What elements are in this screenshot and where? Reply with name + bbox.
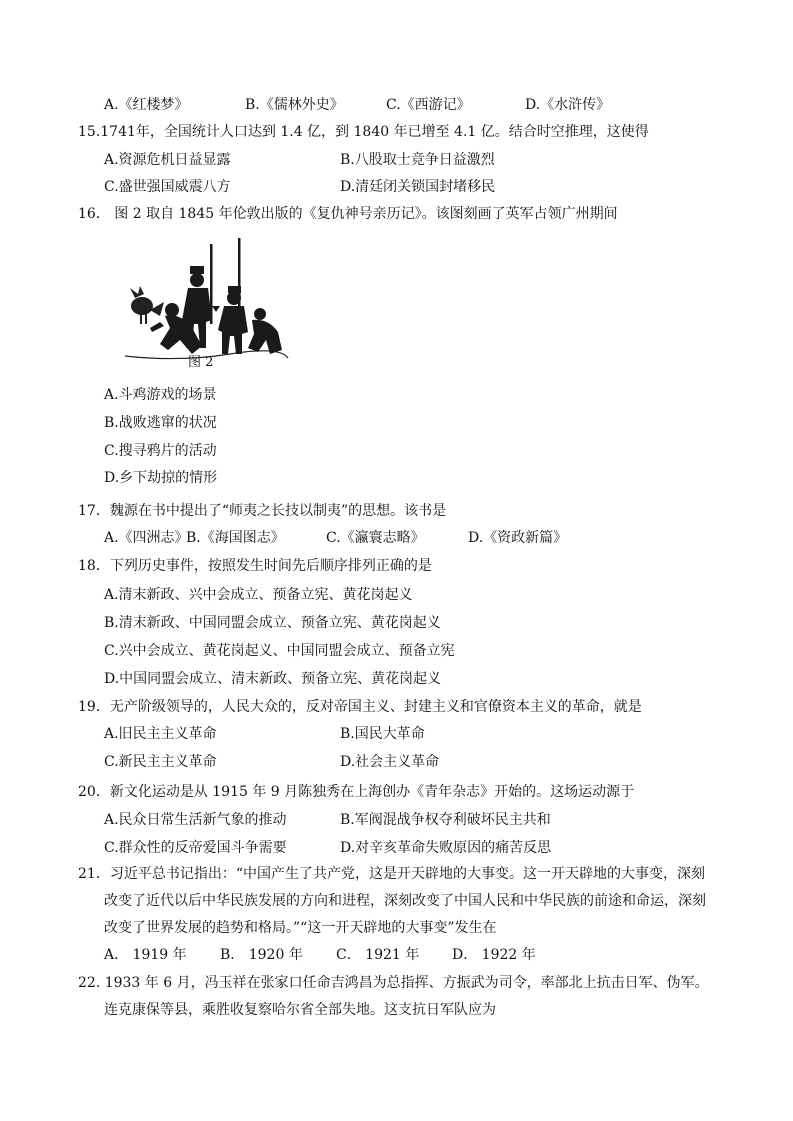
q20-option-b: B.军阀混战争权夺利破坏民主共和 <box>340 812 551 828</box>
q22-stem-line2: 连克康保等县，乘胜收复察哈尔省全部失地。这支抗日军队应为 <box>104 1002 496 1018</box>
q16-option-b: B.战败逃窜的状况 <box>104 415 217 431</box>
q14-option-b: B.《儒林外史》 <box>245 97 344 113</box>
q19-option-b: B.国民大革命 <box>340 726 425 742</box>
q21-option-a: A． 1919 年 <box>104 947 187 963</box>
q21-stem-line3: 改变了世界发展的趋势和格局。”“这一开天辟地的大事变”发生在 <box>104 920 497 936</box>
q18-option-a: A.清末新政、兴中会成立、预备立宪、黄花岗起义 <box>104 587 413 603</box>
q17-option-d: D.《资政新篇》 <box>468 530 568 546</box>
q18-option-c: C.兴中会成立、黄花岗起义、中国同盟会成立、预备立宪 <box>104 643 455 659</box>
q21-option-d: D． 1922 年 <box>452 947 536 963</box>
q18-stem: 18．下列历史事件，按照发生时间先后顺序排列正确的是 <box>78 558 432 574</box>
q15-option-c: C.盛世强国威震八方 <box>104 179 231 195</box>
figure-2-caption: 图 2 <box>188 355 214 370</box>
q20-option-d: D.对辛亥革命失败原因的痛苦反思 <box>340 840 552 856</box>
q17-stem: 17．魏源在书中提出了“师夷之长技以制夷”的思想。该书是 <box>78 503 447 519</box>
q21-stem-line2: 改变了近代以后中华民族发展的方向和进程，深刻改变了中国人民和中华民族的前途和命运，深刻 <box>104 893 706 909</box>
q15-option-d: D.清廷闭关锁国封堵移民 <box>340 179 496 195</box>
q17-option-b: B.《海国图志》 <box>186 530 285 546</box>
q15-stem: 15.1741年，全国统计人口达到 1.4 亿，到 1840 年已增至 4.1 亿。结合时空推理，这使得 <box>78 124 649 140</box>
q21-option-c: C． 1921 年 <box>336 947 420 963</box>
q21-option-b: B． 1920 年 <box>220 947 303 963</box>
q15-option-b: B.八股取士竞争日益激烈 <box>340 152 495 168</box>
q19-option-a: A.旧民主主义革命 <box>104 726 217 742</box>
q20-option-a: A.民众日常生活新气象的推动 <box>104 812 287 828</box>
q20-stem: 20．新文化运动是从 1915 年 9 月陈独秀在上海创办《青年杂志》开始的。这场运动源于 <box>78 784 635 800</box>
q22-stem-line1: 22. 1933 年 6 月，冯玉祥在张家口任命吉鸿昌为总指挥、方振武为司令，率部北上抗击日军、伪军。 <box>78 975 709 991</box>
q16-stem: 16． 图 2 取自 1845 年伦敦出版的《复仇神号亲历记》。该图刻画了英军占领广州期间 <box>78 206 618 222</box>
q20-option-c: C.群众性的反帝爱国斗争需要 <box>104 840 287 856</box>
q19-stem: 19．无产阶级领导的，人民大众的，反对帝国主义、封建主义和官僚资本主义的革命，就是 <box>78 699 642 715</box>
q16-option-d: D.乡下劫掠的情形 <box>104 470 218 486</box>
q18-option-d: D.中国同盟会成立、清末新政、预备立宪、黄花岗起义 <box>104 671 442 687</box>
q16-option-c: C.搜寻鸦片的活动 <box>104 443 217 459</box>
q18-option-b: B.清末新政、中国同盟会成立、预备立宪、黄花岗起义 <box>104 615 441 631</box>
q16-option-a: A.斗鸡游戏的场景 <box>104 387 217 403</box>
q19-option-d: D.社会主义革命 <box>340 754 440 770</box>
q14-option-c: C.《西游记》 <box>386 97 471 113</box>
q19-option-c: C.新民主主义革命 <box>104 754 217 770</box>
q15-option-a: A.资源危机日益显露 <box>104 152 231 168</box>
q14-option-a: A.《红楼梦》 <box>104 97 189 113</box>
q17-option-a: A.《四洲志》 <box>104 530 189 546</box>
q21-stem-line1: 21．习近平总书记指出：“中国产生了共产党，这是开天辟地的大事变。这一开天辟地的大事变，深刻 <box>78 866 705 882</box>
q14-option-d: D.《水浒传》 <box>525 97 611 113</box>
q17-option-c: C.《瀛寰志略》 <box>326 530 425 546</box>
